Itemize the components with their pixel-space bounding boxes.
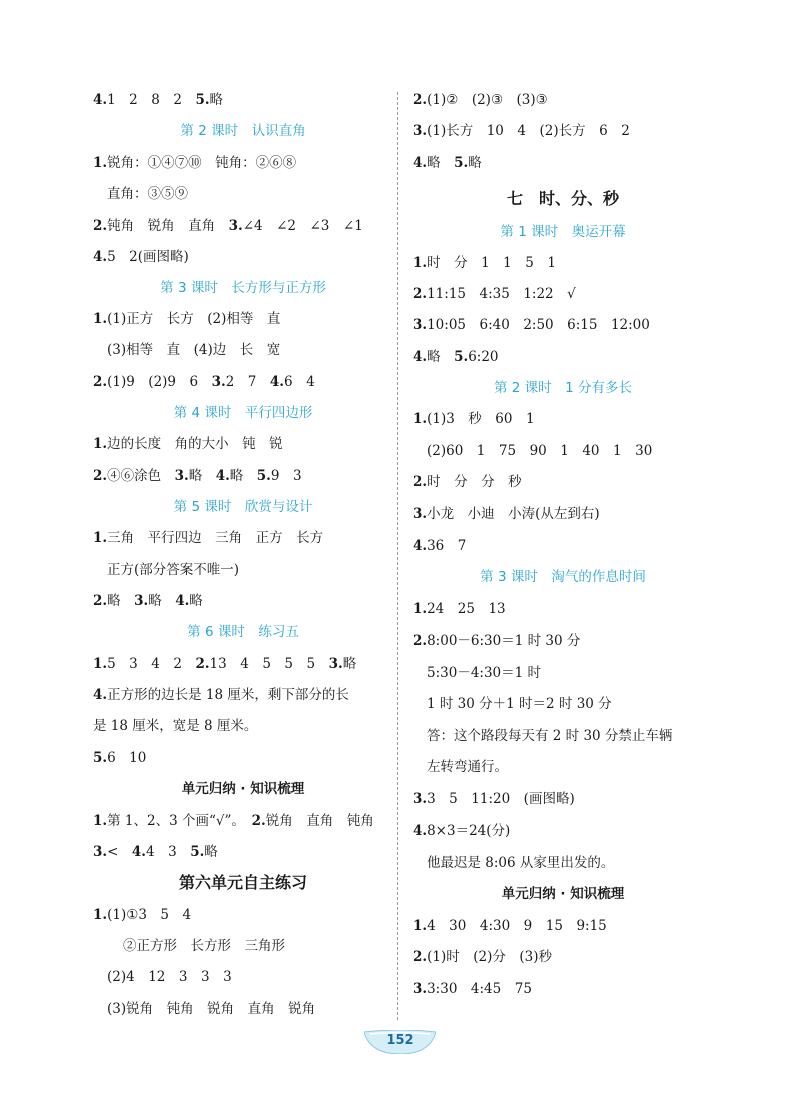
answer-line [93,216,363,236]
chapter-title: 第六单元自主练习 [178,873,307,892]
answer-text: (2)4 12 3 3 3 [107,969,232,985]
answer-line [413,90,548,110]
answer-text: 3 5 11:20 (画图略) [427,791,575,807]
answer-line [93,685,349,705]
answer-line [413,253,556,273]
question-number: 5. [93,750,108,766]
question-number: 2. [413,633,428,649]
question-number: 3. [93,844,108,860]
lesson-heading: 第 2 课时 1 分有多长 [493,380,633,396]
answer-text: (1)② (2)③ (3)③ [427,92,548,108]
answer-line [427,757,508,777]
answer-text: 略 [209,92,224,108]
answer-line [93,466,302,486]
question-number: 2. [93,593,108,609]
answer-line [93,654,356,674]
answer-line [413,315,650,335]
answer-line [107,967,232,987]
answer-text: 9 3 [270,468,302,484]
answer-line [107,184,188,204]
answer-line [427,663,541,683]
answer-line [93,90,223,110]
answer-line [93,309,280,329]
answer-text: 答：这个路段每天有 2 时 30 分禁止车辆 [427,728,673,744]
answer-line [427,441,652,461]
answer-line [93,528,323,548]
answer-text: 正方形的边长是 18 厘米，剩下部分的长 [107,687,349,703]
answer-line [413,472,522,492]
answer-text: (3)相等 直 (4)边 长 宽 [107,342,281,358]
question-number: 3. [211,374,226,390]
answer-text: 锐角：①④⑦⑩ 钝角：②⑥⑧ [107,155,297,171]
question-number: 3. [328,656,343,672]
answer-text: 时 分 分 秒 [427,474,522,490]
answer-text: (1)长方 10 4 (2)长方 6 2 [427,123,630,139]
answer-text: 10:05 6:40 2:50 6:15 12:00 [427,317,650,333]
answer-text: 略 [204,844,218,860]
question-number: 5. [190,844,205,860]
answer-text: 左转弯通行。 [427,759,508,775]
answer-text: 略 [107,593,135,609]
answer-text: (1)时 (2)分 (3)秒 [427,949,552,965]
question-number: 4. [413,155,428,171]
answer-text: 6 10 [107,750,147,766]
answer-line [413,947,552,967]
answer-text: 3:30 4:45 75 [427,981,532,997]
answer-text: (1)正方 长方 (2)相等 直 [107,311,281,327]
answer-text: 三角 平行四边 三角 正方 长方 [107,530,324,546]
chapter-title: 七 时、分、秒 [506,189,619,208]
question-number: 3. [413,506,428,522]
section-heading: 单元归纳 · 知识梳理 [181,781,305,797]
answer-line [413,347,499,367]
answer-text: 11:15 4:35 1:22 √ [427,286,576,302]
answer-line [413,409,535,429]
answer-text: 略 [427,155,455,171]
question-number: 4. [93,92,108,108]
answer-text: 4 3 [146,844,191,860]
answer-text: 8:00－6:30＝1 时 30 分 [427,633,581,649]
answer-text: 6 4 [283,374,315,390]
answer-text: 5 2(画图略) [107,249,189,265]
column-divider [397,92,398,1020]
answer-line [413,536,466,556]
answer-text: 略 [189,593,203,609]
question-number: 3. [134,593,149,609]
answer-line [93,811,374,831]
answer-text: 6:20 [468,349,499,365]
answer-line [413,504,600,524]
lesson-heading: 第 3 课时 淘气的作息时间 [480,569,646,585]
answer-text: 1 时 30 分＋1 时＝2 时 30 分 [427,696,612,712]
answer-line [93,434,283,454]
answer-text: 直角：③⑤⑨ [107,186,188,202]
answer-text: 1 2 8 2 [107,92,196,108]
question-number: 5. [454,155,469,171]
answer-line [413,979,532,999]
answer-text: 时 分 1 1 5 1 [427,255,556,271]
answer-text: (3)锐角 钝角 锐角 直角 锐角 [107,1001,316,1017]
question-number: 5. [454,349,469,365]
question-number: 1. [93,311,108,327]
answer-line [413,284,576,304]
answer-line [427,726,672,746]
answer-text: 13 4 5 5 5 [209,656,329,672]
answer-line [93,905,191,925]
answer-text: 小龙 小迪 小涛(从左到右) [427,506,600,522]
answer-text: 边的长度 角的大小 钝 锐 [107,436,283,452]
answer-text: 略 [427,349,455,365]
answer-text: 略 [188,468,216,484]
answer-text: 36 7 [427,538,467,554]
question-number: 1. [413,255,428,271]
question-number: 4. [269,374,284,390]
answer-line [107,340,280,360]
answer-text: ④⑥涂色 [107,468,175,484]
question-number: 1. [93,907,108,923]
answer-line [413,789,575,809]
question-number: 1. [93,436,108,452]
page-number: 152 [386,1033,414,1048]
answer-line [93,247,189,267]
answer-text: 5:30－4:30＝1 时 [427,665,542,681]
lesson-heading: 第 4 课时 平行四边形 [173,405,313,421]
answer-text: (1)3 秒 60 1 [427,411,535,427]
answer-line [107,999,315,1019]
question-number: 1. [413,918,428,934]
question-number: 1. [413,411,428,427]
question-number: 1. [93,656,108,672]
answer-line [413,153,482,173]
answer-text: 8×3＝24(分) [427,823,511,839]
answer-text: 略 [468,155,482,171]
answer-line [413,599,506,619]
answer-text: 是 18 厘米，宽是 8 厘米。 [93,718,258,734]
question-number: 5. [256,468,271,484]
question-number: 1. [93,155,108,171]
answer-text: 略 [148,593,176,609]
answer-line [413,821,510,841]
question-number: 3. [413,317,428,333]
answer-text: 第 1、2、3 个画“√”。 [107,813,252,829]
question-number: 1. [413,601,428,617]
question-number: 1. [93,813,108,829]
question-number: 3. [228,218,243,234]
question-number: 2. [413,92,428,108]
question-number: 2. [251,813,266,829]
answer-line [93,842,218,862]
question-number: 2. [93,218,108,234]
answer-text: 24 25 13 [427,601,506,617]
question-number: 4. [413,349,428,365]
question-number: 4. [93,249,108,265]
question-number: 3. [413,981,428,997]
question-number: 2. [413,949,428,965]
lesson-heading: 第 2 课时 认识直角 [180,123,306,139]
question-number: 2. [195,656,210,672]
question-number: 2. [413,286,428,302]
answer-text: 钝角 锐角 直角 [107,218,229,234]
answer-line [413,631,580,651]
answer-text: 4 30 4:30 9 15 9:15 [427,918,607,934]
answer-line [427,694,612,714]
answer-text: 正方(部分答案不唯一) [107,562,240,578]
answer-line [123,936,285,956]
answer-text: 5 3 4 2 [107,656,196,672]
page-number-badge [364,1030,436,1054]
question-number: 4. [175,593,190,609]
answer-line [93,748,146,768]
answer-text: 略 [342,656,357,672]
lesson-heading: 第 5 课时 欣赏与设计 [173,499,313,515]
answer-line [427,853,614,873]
answer-text: ∠4 ∠2 ∠3 ∠1 [242,218,363,234]
question-number: 1. [93,530,108,546]
question-number: 4. [413,538,428,554]
question-number: 4. [413,823,428,839]
answer-text: (1)①3 5 4 [107,907,192,923]
question-number: 3. [413,123,428,139]
answer-text: ②正方形 长方形 三角形 [123,938,285,954]
answer-text: 2 7 [225,374,270,390]
answer-line [93,591,203,611]
answer-text: (1)9 (2)9 6 [107,374,212,390]
answer-line [93,372,315,392]
question-number: 3. [413,791,428,807]
answer-line [93,153,296,173]
section-heading: 单元归纳 · 知识梳理 [501,886,625,902]
answer-text: 锐角 直角 钝角 [265,813,374,829]
answer-line [413,916,607,936]
question-number: 3. [174,468,189,484]
question-number: 2. [93,468,108,484]
question-number: 4. [93,687,108,703]
answer-line [107,560,239,580]
answer-text: 略 [229,468,257,484]
lesson-heading: 第 1 课时 奥运开幕 [500,224,626,240]
question-number: 2. [413,474,428,490]
question-number: 5. [195,92,210,108]
lesson-heading: 第 3 课时 长方形与正方形 [160,280,326,296]
lesson-heading: 第 6 课时 练习五 [187,624,299,640]
question-number: 2. [93,374,108,390]
answer-text: 他最迟是 8:06 从家里出发的。 [427,855,615,871]
answer-text: (2)60 1 75 90 1 40 1 30 [427,443,653,459]
question-number: 4. [131,844,146,860]
answer-line [93,716,257,736]
answer-text: < [107,844,132,860]
answer-line [413,121,630,141]
question-number: 4. [215,468,230,484]
